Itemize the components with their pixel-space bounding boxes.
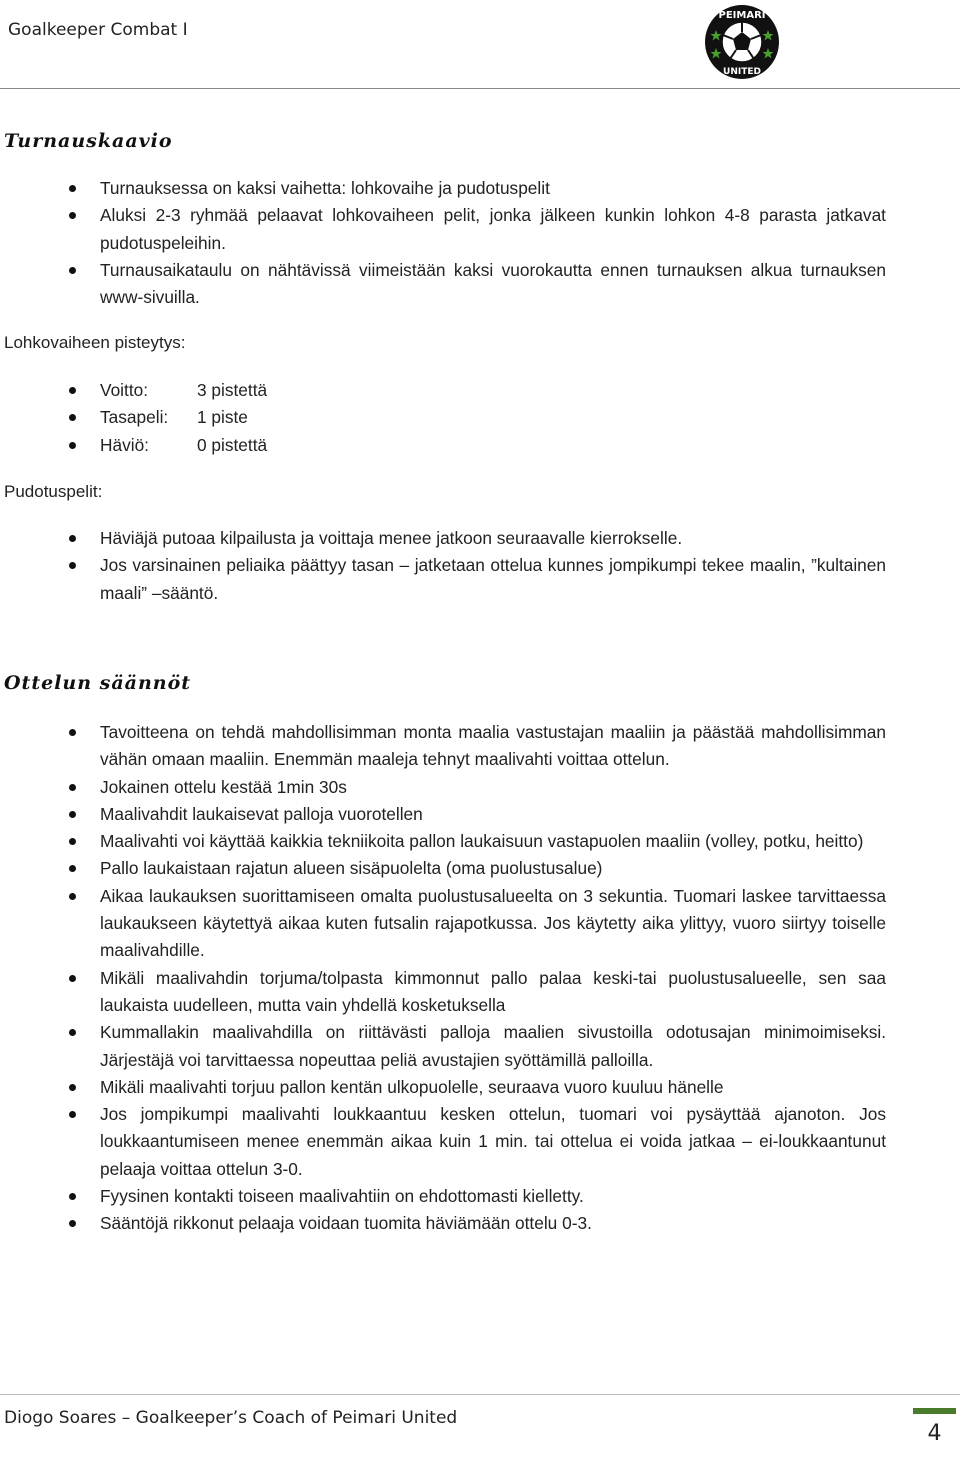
score-value: 3 pistettä: [197, 380, 268, 400]
list-item: Mikäli maalivahdin torjuma/tolpasta kimmonnut pallo palaa keski-tai puolustusalueelle, sen saa laukaista uudelleen, mutta vain yhdellä kosketuksella: [100, 965, 886, 1020]
document-title: Goalkeeper Combat I: [8, 20, 188, 40]
score-item-win: [100, 377, 886, 404]
page-header: [0, 0, 960, 89]
list-item: Aikaa laukauksen suorittamiseen omalta puolustusalueelta on 3 sekuntia. Tuomari laskee tarvittaessa laukaukseen käytettyä aikaa kuten futsalin rajapotkussa. Jos käytetty aika ylittyy, vuoro siirtyy toiselle maalivahdille.: [100, 883, 886, 965]
list-item: Kummallakin maalivahdilla on riittävästi palloja maalien sivustoilla odotusajan minimoimiseksi. Järjestäjä voi tarvittaessa nopeuttaa peliä avustajien syöttämillä palloilla.: [100, 1019, 886, 1074]
score-value: 0 pistettä: [197, 434, 268, 455]
score-item-draw: [100, 404, 886, 431]
peimari-united-logo: [702, 2, 782, 82]
score-key: Tasapeli:: [100, 407, 169, 428]
section-heading-ottelun-saannot: Ottelun säännöt: [4, 672, 192, 694]
list-item: Maalivahdit laukaisevat palloja vuorotellen: [100, 801, 886, 828]
list-item: Jokainen ottelu kestää 1min 30s: [100, 774, 886, 801]
score-value: 1 piste: [197, 407, 248, 428]
scoring-list: [100, 377, 886, 459]
scoring-label: Lohkovaiheen pisteytys:: [4, 333, 186, 352]
score-key: Voitto:: [100, 380, 149, 400]
match-rules-list: [100, 719, 886, 1238]
list-item: Fyysinen kontakti toiseen maalivahtiin on ehdottomasti kielletty.: [100, 1183, 886, 1210]
score-key: Häviö:: [100, 434, 149, 455]
list-item: Turnausaikataulu on nähtävissä viimeistään kaksi vuorokautta ennen turnauksen alkua turnauksen www-sivuilla.: [100, 257, 886, 312]
logo-bottom-text: UNITED: [723, 67, 761, 77]
section-heading-turnauskaavio: Turnauskaavio: [4, 130, 173, 152]
tournament-format-list: [100, 175, 886, 311]
knockout-list: [100, 525, 886, 607]
list-item: Maalivahti voi käyttää kaikkia tekniikoita pallon laukaisuun vastapuolen maaliin (volley, potku, heitto): [100, 828, 886, 855]
list-item: Sääntöjä rikkonut pelaaja voidaan tuomita häviämään ottelu 0-3.: [100, 1210, 886, 1237]
list-item: Aluksi 2-3 ryhmää pelaavat lohkovaiheen pelit, jonka jälkeen kunkin lohkon 4-8 parasta jatkavat pudotuspeleihin.: [100, 202, 886, 257]
list-item: Turnauksessa on kaksi vaihetta: lohkovaihe ja pudotuspelit: [100, 175, 886, 202]
list-item: Jos varsinainen peliaika päättyy tasan – jatketaan ottelua kunnes jompikumpi tekee maalin, ”kultainen maali” –sääntö.: [100, 552, 886, 607]
footer-divider: [0, 1394, 960, 1395]
list-item: Mikäli maalivahti torjuu pallon kentän ulkopuolelle, seuraava vuoro kuuluu hänelle: [100, 1074, 886, 1101]
list-item: Jos jompikumpi maalivahti loukkaantuu kesken ottelun, tuomari voi pysäyttää ajanoton. Jos loukkaantumiseen menee enemmän aikaa kuin 1 min. tai ottelua ei voida jatkaa – ei-loukkaantunut pelaaja voittaa ottelun 3-0.: [100, 1101, 886, 1183]
footer-author: Diogo Soares – Goalkeeper’s Coach of Peimari United: [4, 1408, 458, 1428]
score-item-loss: [100, 432, 886, 459]
logo-top-text: PEIMARI: [718, 10, 766, 21]
list-item: Tavoitteena on tehdä mahdollisimman monta maalia vastustajan maaliin ja päästää mahdollisimman vähän omaan maaliin. Enemmän maaleja tehnyt maalivahti voittaa ottelun.: [100, 719, 886, 774]
page-number: 4: [913, 1408, 956, 1454]
knockout-label: Pudotuspelit:: [4, 482, 103, 501]
list-item: Häviäjä putoaa kilpailusta ja voittaja menee jatkoon seuraavalle kierrokselle.: [100, 525, 886, 552]
list-item: Pallo laukaistaan rajatun alueen sisäpuolelta (oma puolustusalue): [100, 855, 886, 882]
